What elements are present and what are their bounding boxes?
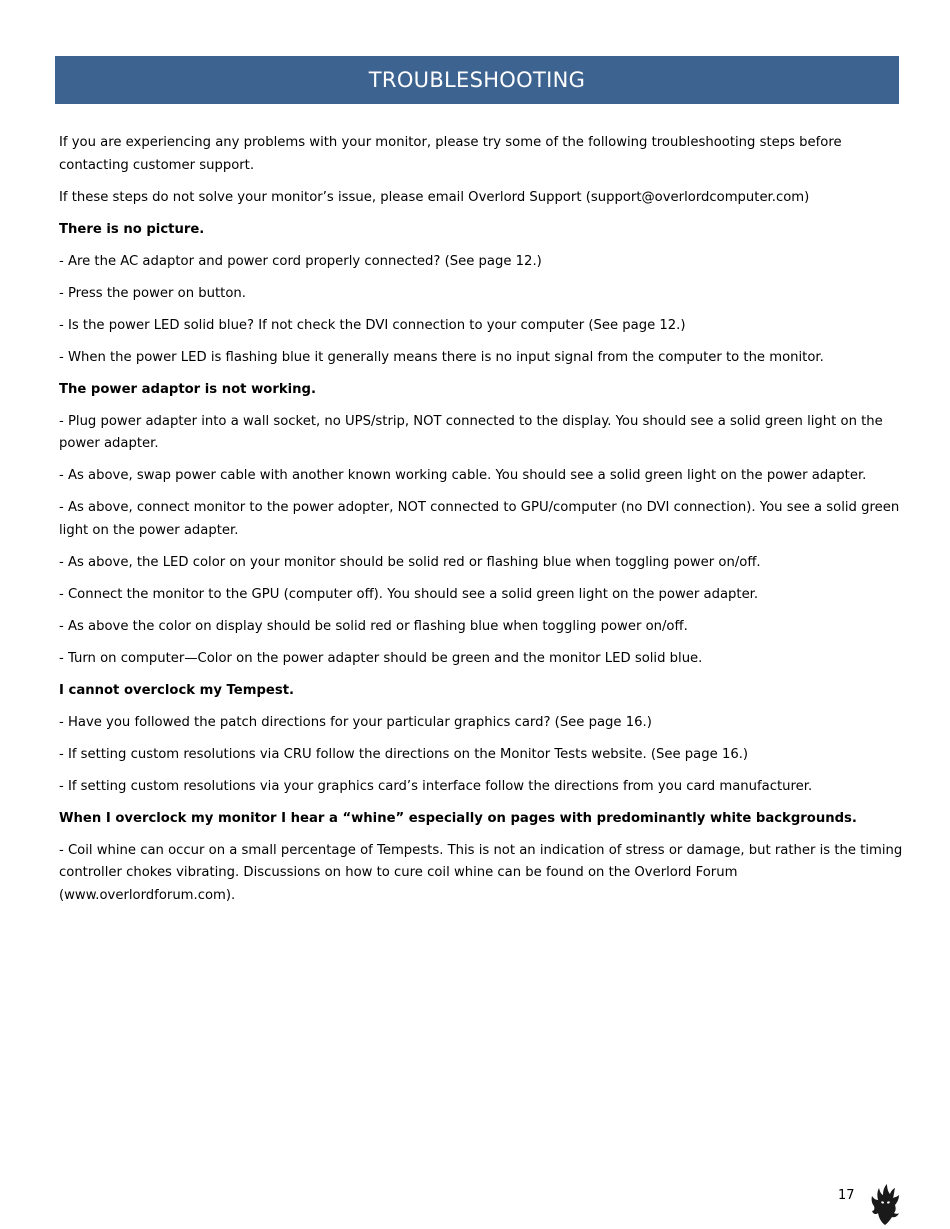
list-item: - Press the power on button. [59,285,246,301]
section-heading: When I overclock my monitor I hear a “whine” especially on pages with predominantly white backgrounds. [59,810,857,826]
page-number: 17 [838,1188,855,1203]
list-item: - Is the power LED solid blue? If not check the DVI connection to your computer (See page 12.) [59,317,686,333]
list-item: - As above, swap power cable with another known working cable. You should see a solid green light on the power adapter. [59,468,867,483]
list-item: - As above, the LED color on your monitor should be solid red or flashing blue when toggling power on/off. [59,554,761,570]
list-item: - When the power LED is flashing blue it generally means there is no input signal from the computer to the monitor. [59,349,824,365]
list-item: - As above the color on display should be solid red or flashing blue when toggling power on/off. [59,618,688,634]
list-item: - If setting custom resolutions via CRU follow the directions on the Monitor Tests website. (See page 16.) [59,746,749,762]
list-item: - Plug power adapter into a wall socket, no UPS/strip, NOT connected to the display. You should see a solid green light on the power adapter. [59,413,883,451]
section-heading: There is no picture. [59,221,205,237]
list-item: - Are the AC adaptor and power cord properly connected? (See page 12.) [59,253,542,269]
list-item: - Turn on computer—Color on the power adapter should be green and the monitor LED solid blue. [59,650,703,666]
list-item: - If setting custom resolutions via your graphics card’s interface follow the directions from you card manufacturer. [59,778,813,794]
section-heading: I cannot overclock my Tempest. [59,682,295,698]
list-item: - Coil whine can occur on a small percentage of Tempests. This is not an indication of stress or damage, but rather is the timing controller chokes vibrating. Discussions on how to cure coil whine can be found on the Overlord Forum (www.overlordforum.com). [59,842,903,903]
section-heading: The power adaptor is not working. [59,381,316,397]
troubleshooting-content [59,132,909,917]
intro-paragraph: If these steps do not solve your monitor’s issue, please email Overlord Support (support@overlordcomputer.com) [59,189,810,205]
list-item: - As above, connect monitor to the power adopter, NOT connected to GPU/computer (no DVI connection). You see a solid green light on the power adapter. [59,500,900,538]
section-header-bar [55,56,899,104]
list-item: - Have you followed the patch directions for your particular graphics card? (See page 16.) [59,714,652,730]
list-item: - Connect the monitor to the GPU (computer off). You should see a solid green light on the power adapter. [59,586,759,602]
intro-paragraph: If you are experiencing any problems with your monitor, please try some of the following troubleshooting steps before contacting customer support. [59,135,842,173]
page-title: TROUBLESHOOTING [368,68,586,92]
overlord-logo-icon [868,1182,902,1226]
